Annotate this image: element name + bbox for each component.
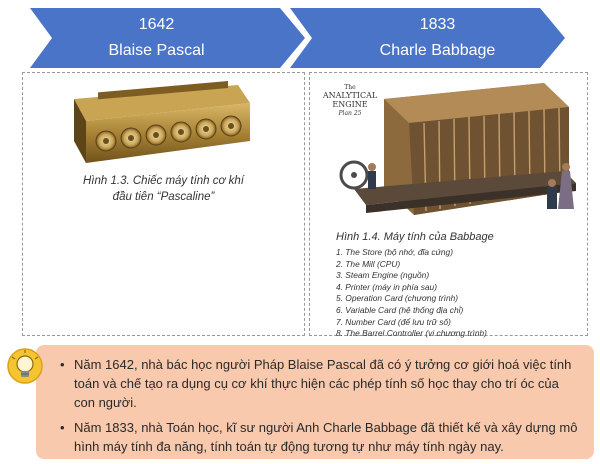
- svg-text:ANALYTICAL: ANALYTICAL: [322, 91, 378, 100]
- timeline: [30, 8, 550, 68]
- list-item: 2. The Mill (CPU): [336, 258, 401, 269]
- list-item: 4. Printer (máy in phía sau): [336, 281, 438, 292]
- figure-caption: Hình 1.3. Chiếc máy tính cơ khí đầu tiên “Pascaline”: [83, 175, 244, 203]
- timeline-item-pascal: [30, 8, 305, 68]
- svg-text:The: The: [344, 84, 356, 91]
- svg-text:Plan 25: Plan 25: [338, 110, 362, 117]
- svg-text:ENGINE: ENGINE: [332, 100, 368, 109]
- engine-sign: [322, 84, 378, 117]
- note-item: • Năm 1642, nhà bác học người Pháp Blaise Pascal đã có ý tưởng cơ giới hoá việc tính toán và chế tạo ra dụng cụ cơ khí thực hiện các phép tính số học thay cho trí óc của con người.: [60, 355, 580, 412]
- pascaline-image: [68, 77, 254, 171]
- list-item: 7. Number Card (để lưu trữ số): [336, 316, 451, 327]
- lightbulb-icon: [6, 347, 44, 387]
- list-item: 5. Operation Card (chương trình): [336, 293, 459, 304]
- list-item: 6. Variable Card (hệ thống địa chỉ): [336, 304, 464, 315]
- figure-panel-analytical-engine: [309, 72, 588, 339]
- notes-list: [60, 355, 580, 462]
- timeline-name: Charle Babbage: [379, 42, 496, 59]
- timeline-item-babbage: [290, 8, 565, 68]
- figure-panel-pascaline: [22, 72, 305, 336]
- notes-box: [36, 345, 594, 459]
- figure-caption: Hình 1.4. Máy tính của Babbage: [336, 231, 494, 243]
- list-item: 3. Steam Engine (nguồn): [336, 270, 430, 281]
- component-list: [336, 247, 487, 340]
- list-item: 1. The Store (bộ nhớ, đĩa cứng): [336, 247, 453, 257]
- timeline-year: 1833: [419, 16, 456, 33]
- timeline-name: Blaise Pascal: [108, 42, 205, 59]
- timeline-year: 1642: [138, 16, 175, 33]
- analytical-engine-image: [314, 79, 582, 229]
- note-item: • Năm 1833, nhà Toán học, kĩ sư người Anh Charle Babbage đã thiết kế và xây dựng mô hình máy tính đa năng, tính toán tự động tương tự như máy tính ngày nay.: [60, 418, 580, 456]
- list-item: 8. The Barrel Controller (vi chương trình): [336, 328, 487, 339]
